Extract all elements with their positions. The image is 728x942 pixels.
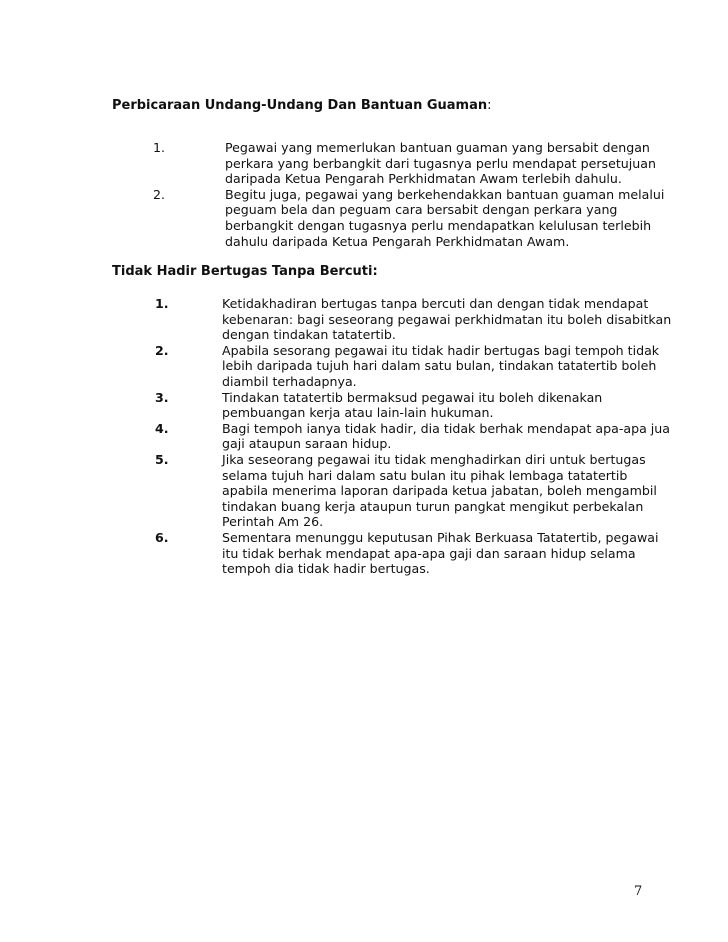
absence-list bbox=[112, 296, 672, 577]
list-item bbox=[112, 187, 672, 249]
page-number: 7 bbox=[634, 884, 643, 899]
list-item-text: Pegawai yang memerlukan bantuan guaman yang bersabit dengan perkara yang berbangkit dari tugasnya perlu mendapat persetujuan daripada Ketua Pengarah Perkhidmatan Awam terlebih dahulu. bbox=[225, 140, 656, 187]
list-item bbox=[112, 343, 672, 390]
list-item bbox=[112, 530, 672, 577]
list-item-text: Begitu juga, pegawai yang berkehendakkan bantuan guaman melalui peguam bela dan peguam cara bersabit dengan perkara yang berbangkit dengan tugasnya perlu mendapatkan kelulusan terlebih dahulu daripada Ketua Pengarah Perkhidmatan Awam. bbox=[225, 186, 665, 249]
list-item bbox=[112, 452, 672, 530]
list-item-number: 6. bbox=[155, 529, 169, 545]
list-item-text: Bagi tempoh ianya tidak hadir, dia tidak berhak mendapat apa-apa jua gaji ataupun saraan hidup. bbox=[222, 420, 671, 452]
list-item-number: 3. bbox=[155, 389, 169, 405]
list-item-number: 2. bbox=[153, 186, 166, 202]
list-item-text: Apabila sesorang pegawai itu tidak hadir bertugas bagi tempoh tidak lebih daripada tujuh hari dalam satu bulan, tindakan tatatertib boleh diambil terhadapnya. bbox=[222, 342, 660, 389]
list-item-number: 5. bbox=[155, 451, 169, 467]
list-item bbox=[112, 296, 672, 343]
section-heading-absence-text: Tidak Hadir Bertugas Tanpa Bercuti: bbox=[112, 264, 378, 279]
section-heading-absence bbox=[112, 264, 378, 280]
list-item-number: 1. bbox=[155, 296, 169, 311]
list-item-number: 1. bbox=[153, 140, 166, 155]
legal-aid-list bbox=[112, 140, 672, 249]
list-item-text: Sementara menunggu keputusan Pihak Berkuasa Tatatertib, pegawai itu tidak berhak mendapat apa-apa gaji dan saraan hidup selama tempoh dia tidak hadir bertugas. bbox=[222, 529, 659, 577]
list-item-number: 4. bbox=[155, 420, 169, 436]
list-item-text: Jika seseorang pegawai itu tidak menghadirkan diri untuk bertugas selama tujuh hari dalam satu bulan itu pihak lembaga tatatertib apabila menerima laporan daripada ketua jabatan, boleh mengambil tindakan buang kerja ataupun turun pangkat mengikut perbekalan Perintah Am 26. bbox=[222, 451, 657, 530]
section-heading-legal-aid bbox=[112, 98, 492, 114]
list-item-text: Tindakan tatatertib bermaksud pegawai itu boleh dikenakan pembuangan kerja atau lain-lain hukuman. bbox=[222, 389, 603, 421]
list-item bbox=[112, 421, 672, 452]
list-item-text: Ketidakhadiran bertugas tanpa bercuti dan dengan tidak mendapat kebenaran: bagi seseorang pegawai perkhidmatan itu boleh disabitkan dengan tindakan tatatertib. bbox=[222, 296, 672, 343]
heading-colon: : bbox=[487, 98, 492, 113]
list-item bbox=[112, 390, 672, 421]
list-item bbox=[112, 140, 672, 187]
section-heading-legal-aid-text: Perbicaraan Undang-Undang Dan Bantuan Guaman bbox=[112, 98, 488, 113]
list-item-number: 2. bbox=[155, 342, 169, 358]
